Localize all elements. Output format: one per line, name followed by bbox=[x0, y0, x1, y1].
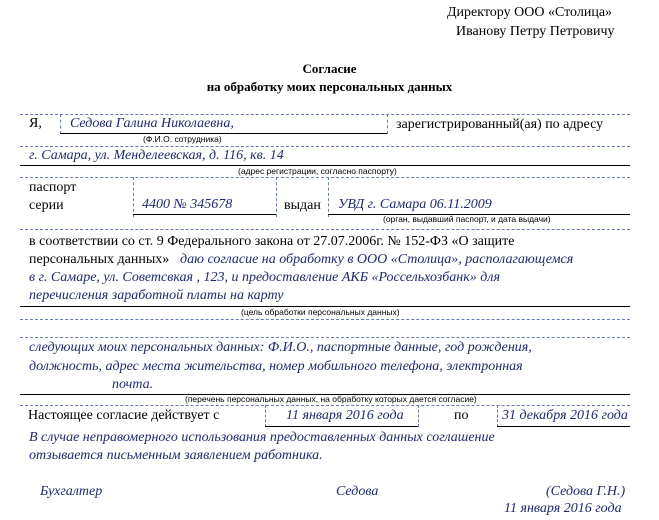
document-title: Согласие bbox=[302, 61, 357, 76]
frame-line bbox=[387, 114, 388, 134]
frame-line bbox=[265, 405, 266, 427]
frame-line bbox=[497, 405, 498, 427]
frame-line bbox=[20, 177, 630, 178]
series-label: серии bbox=[29, 198, 64, 213]
revocation-line-2: отзывается письменным заявлением работника. bbox=[29, 448, 323, 463]
addressee-line-2: Иванову Петру Петровичу bbox=[456, 24, 615, 39]
frame-line bbox=[276, 177, 277, 217]
signer-signature: Седова bbox=[336, 484, 379, 499]
underline bbox=[133, 214, 276, 215]
document-subtitle: на обработку моих персональных данных bbox=[206, 79, 453, 94]
validity-label: Настоящее согласие действует с bbox=[28, 408, 220, 423]
issued-label: выдан bbox=[284, 198, 321, 213]
underline bbox=[60, 133, 387, 134]
law-reference: в соответствии со ст. 9 Федерального закона от 27.07.2006г. № 152-ФЗ «О защите bbox=[29, 234, 515, 249]
frame-line bbox=[20, 319, 630, 320]
signer-position: Бухгалтер bbox=[40, 484, 103, 499]
signer-name: (Седова Г.Н.) bbox=[546, 484, 626, 499]
underline bbox=[265, 426, 418, 427]
validity-to-label: по bbox=[454, 408, 469, 423]
signature-date: 11 января 2016 года bbox=[504, 501, 622, 516]
issued-caption: (орган, выдавший паспорт, и дата выдачи) bbox=[383, 214, 551, 224]
frame-line bbox=[20, 337, 630, 338]
registered-label: зарегистрированный(ая) по адресу bbox=[396, 117, 604, 132]
frame-line bbox=[20, 114, 630, 115]
purpose-line-2: даю согласие на обработку в ООО «Столица», располагающемся bbox=[180, 252, 574, 267]
passport-issued-by: УВД г. Самара 06.11.2009 bbox=[338, 197, 492, 212]
registration-address: г. Самара, ул. Менделеевская, д. 116, кв. 14 bbox=[29, 148, 284, 163]
validity-to: 31 декабря 2016 года bbox=[502, 408, 628, 423]
passport-number: 4400 № 345678 bbox=[142, 197, 233, 212]
frame-line bbox=[20, 146, 630, 147]
data-list-caption: (перечень персональных данных, на обработку которых дается согласие) bbox=[185, 394, 477, 404]
employee-name: Седова Галина Николаевна, bbox=[70, 116, 234, 131]
frame-line bbox=[60, 114, 61, 134]
purpose-caption: (цель обработки персональных данных) bbox=[241, 307, 400, 317]
frame-line bbox=[133, 177, 134, 217]
data-list-line-1: следующих моих персональных данных: Ф.И.О., паспортные данные, год рождения, bbox=[29, 340, 532, 355]
name-caption: (Ф.И.О. сотрудника) bbox=[143, 134, 222, 144]
prefix-i: Я, bbox=[29, 116, 42, 131]
law-name: персональных данных» bbox=[29, 252, 170, 267]
data-list-line-2: должность, адрес места жительства, номер мобильного телефона, электронная bbox=[29, 359, 523, 374]
frame-line bbox=[20, 405, 630, 406]
revocation-line-1: В случае неправомерного использования предоставленных данных соглашение bbox=[29, 430, 495, 445]
underline bbox=[497, 426, 630, 427]
address-caption: (адрес регистрации, согласно паспорту) bbox=[238, 166, 397, 176]
purpose-line-3: в г. Самаре, ул. Советсвкая , 123, и предоставление АКБ «Россельхозбанк» для bbox=[29, 270, 500, 285]
frame-line bbox=[328, 177, 329, 217]
frame-line bbox=[418, 405, 419, 427]
addressee-line-1: Директору ООО «Столица» bbox=[447, 5, 613, 20]
passport-label: паспорт bbox=[29, 180, 77, 195]
purpose-line-4: перечисления заработной платы на карту bbox=[29, 288, 284, 303]
data-list-line-3: почта. bbox=[112, 377, 154, 392]
validity-from: 11 января 2016 года bbox=[286, 408, 404, 423]
frame-line bbox=[20, 229, 630, 230]
